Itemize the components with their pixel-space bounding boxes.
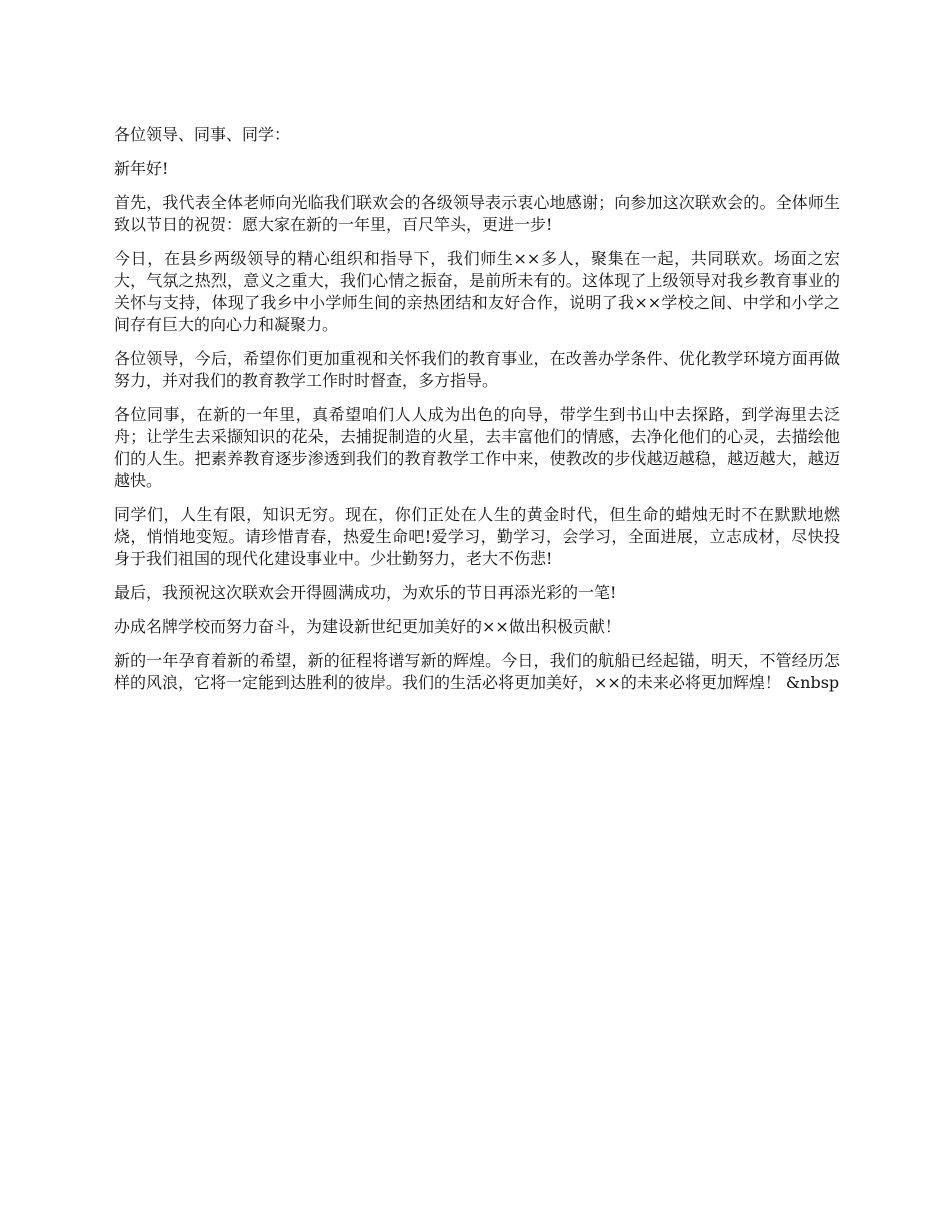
document-body	[114, 124, 840, 706]
paragraph-gathering: 今日，在县乡两级领导的精心组织和指导下，我们师生××多人，聚集在一起，共同联欢。场面之宏大，气氛之热烈，意义之重大，我们心情之振奋，是前所未有的。这体现了上级领导对我乡教育事业的关怀与支持，体现了我乡中小学师生间的亲热团结和友好合作，说明了我××学校之间、中学和小学之间存有巨大的向心力和凝聚力。	[114, 249, 840, 334]
paragraph-closing-wish: 最后，我预祝这次联欢会开得圆满成功，为欢乐的节日再添光彩的一笔!	[114, 583, 617, 602]
paragraph-students: 同学们，人生有限，知识无穷。现在，你们正处在人生的黄金时代，但生命的蜡烛无时不在默默地燃烧，悄悄地变短。请珍惜青春，热爱生命吧!爱学习，勤学习，会学习，全面进展，立志成材，尽快投身于我们祖国的现代化建设事业中。少壮勤努力，老大不伤悲!	[114, 505, 840, 568]
greeting: 新年好!	[114, 159, 169, 178]
paragraph-new-year: 新的一年孕育着新的希望，新的征程将谱写新的辉煌。今日，我们的航船已经起锚，明天，不管经历怎样的风浪，它将一定能到达胜利的彼岸。我们的生活必将更加美好，××的未来必将更加辉煌！ &nbsp	[114, 651, 840, 692]
salutation: 各位领导、同事、同学：	[114, 125, 291, 144]
paragraph-colleagues: 各位同事，在新的一年里，真希望咱们人人成为出色的向导，带学生到书山中去探路，到学海里去泛舟；让学生去采撷知识的花朵，去捕捉制造的火星，去丰富他们的情感，去净化他们的心灵，去描绘他们的人生。把素养教育逐步渗透到我们的教育教学工作中来，使教改的步伐越迈越稳，越迈越大，越迈越快。	[114, 405, 840, 490]
paragraph-thanks: 首先，我代表全体老师向光临我们联欢会的各级领导表示衷心地感谢；向参加这次联欢会的。全体师生致以节日的祝贺：愿大家在新的一年里，百尺竿头，更进一步!	[114, 193, 840, 234]
paragraph-school-goal: 办成名牌学校而努力奋斗，为建设新世纪更加美好的××做出积极贡献！	[114, 617, 621, 636]
paragraph-leaders: 各位领导，今后，希望你们更加重视和关怀我们的教育事业，在改善办学条件、优化教学环境方面再做努力，并对我们的教育教学工作时时督查，多方指导。	[114, 349, 840, 390]
